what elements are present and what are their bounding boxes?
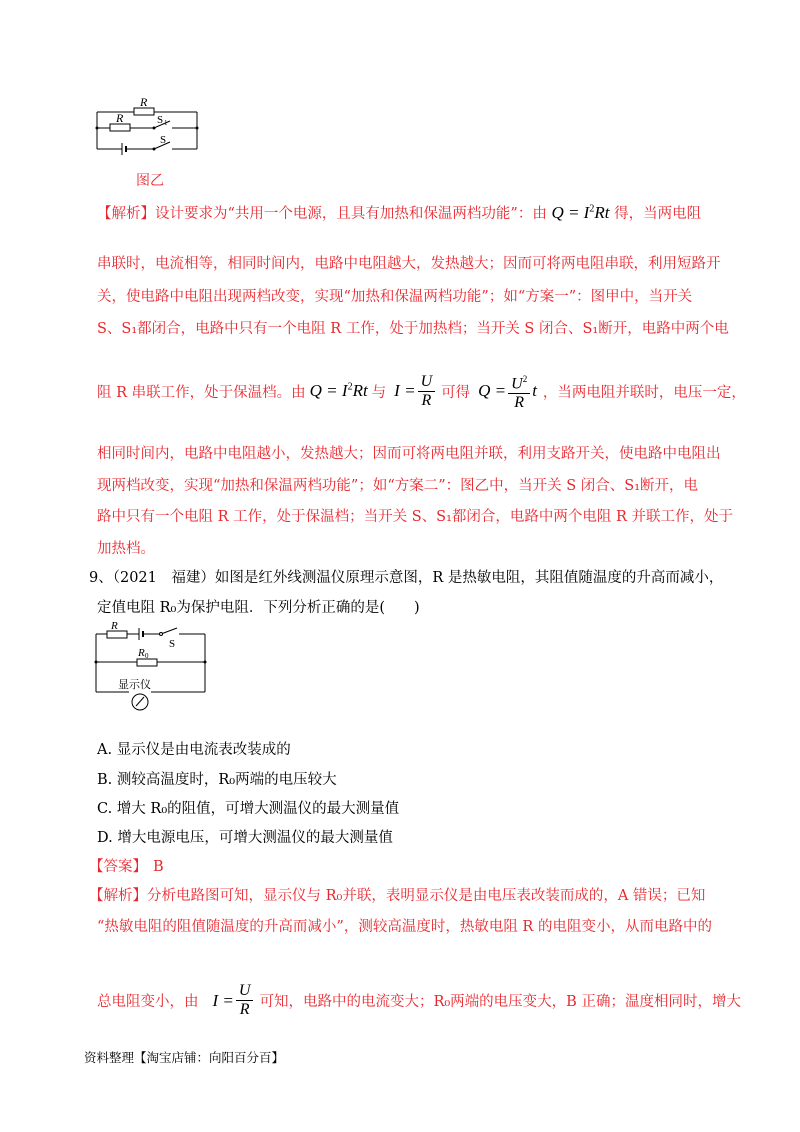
fig-q9-label-r0-sub: 0	[145, 652, 149, 660]
fig-yi-label-r-top: R	[140, 95, 148, 109]
question9-line-2: 定值电阻 R₀为保护电阻．下列分析正确的是( )	[97, 600, 420, 616]
answer-line	[89, 855, 164, 876]
circuit-diagram-q9	[93, 620, 211, 716]
analysis2-tag: 【解析】	[89, 888, 147, 904]
footer-note: 资料整理【淘宝店铺：向阳百分百】	[84, 1050, 285, 1065]
fig-q9-display-label: 显示仪	[118, 679, 151, 691]
analysis1-line-2: 串联时，电流相等，相同时间内，电路中电阻越大，发热越大；因而可将两电阻串联，利用短路开	[97, 256, 721, 272]
option-a: A. 显示仪是由电流表改装成的	[97, 742, 291, 758]
analysis2-line-3: 总电阻变小，由 I = $\frac{U}{R}$ 可知，电路中的电流变大；R₀两端的电压变大，B 正确；温度相同时，增大	[97, 982, 741, 1018]
option-b: B. 测较高温度时，R₀两端的电压较大	[97, 772, 337, 788]
answer-tag: 【答案】	[89, 859, 147, 875]
formula-i-ur: I = $\frac{U}{R}$	[394, 373, 437, 410]
analysis1-line-9: 加热档。	[97, 541, 155, 557]
analysis1-line-6: 相同时间内，电路中电阻越小，发热越大；因而可将两电阻并联，利用支路开关，使电路中电阻出	[97, 446, 721, 462]
fig-q9-label-r0: R	[138, 647, 145, 659]
formula-q-i2rt-2: $Q = I^2Rt$	[309, 381, 368, 401]
analysis1-line-3: 关，使电路中电阻出现两档改变，实现“加热和保温两档功能”；如“方案一”：图甲中，当开关	[97, 289, 693, 305]
option-c: C. 增大 R₀的阻值，可增大测温仪的最大测量值	[97, 801, 400, 817]
fig-yi-label-s: S	[160, 134, 167, 146]
answer-value: B	[153, 859, 164, 875]
analysis2-line-2: “热敏电阻的阻值随温度的升高而减小”，测较高温度时，热敏电阻 R 的电阻变小，从而电路中的	[97, 919, 712, 935]
fig-q9-label-r: R	[111, 620, 118, 632]
formula-i-ur-2: I = $\frac{U}{R}$	[213, 982, 256, 1019]
fig-yi-label-r-mid: R	[116, 111, 124, 125]
option-d: D. 增大电源电压，可增大测温仪的最大测量值	[97, 830, 393, 846]
circuit-diagram-yi	[94, 94, 204, 158]
question9-line-1: 9、（2021 福建）如图是红外线测温仪原理示意图，R 是热敏电阻，其阻值随温度的升高而减小，	[89, 570, 724, 586]
analysis1-line-5: 阻 R 串联工作，处于保温档。由 $Q = I^2Rt$ 与 I = $\frac{U}{R}$ 可得 Q = $\frac{U^2}{R}$ t ，当两电阻并联时，电压一定，	[97, 370, 746, 412]
formula-q-u2rt: Q = $\frac{U^2}{R}$ t	[478, 370, 537, 412]
analysis1-tag: 【解析】	[97, 206, 155, 222]
fig-yi-label-s1-sub: 1	[164, 119, 168, 127]
analysis1-line-7: 现两档改变，实现“加热和保温两档功能”；如“方案二”：图乙中，当开关 S 闭合、S₁断开，电	[97, 478, 699, 494]
analysis1-line-8: 路中只有一个电阻 R 工作，处于保温档；当开关 S、S₁都闭合，电路中两个电阻 R 并联工作，处于	[97, 509, 734, 525]
analysis2-line-1: 【解析】分析电路图可知，显示仪与 R₀并联，表明显示仪是由电压表改装而成的，A 错误；已知	[89, 888, 706, 904]
formula-q-i2rt-1: $Q = I^2Rt$	[551, 203, 610, 222]
analysis1-line-4: S、S₁都闭合，电路中只有一个电阻 R 工作，处于加热档；当开关 S 闭合、S₁断开，电路中两个电	[97, 321, 729, 337]
fig-yi-label-s1: S	[157, 114, 164, 126]
analysis1-line-1: 【解析】设计要求为“共用一个电源，且具有加热和保温两档功能”：由 $Q = I^2Rt$ 得，当两电阻	[97, 203, 702, 222]
fig-q9-label-s: S	[169, 638, 176, 650]
fig-yi-caption: 图乙	[136, 173, 164, 189]
